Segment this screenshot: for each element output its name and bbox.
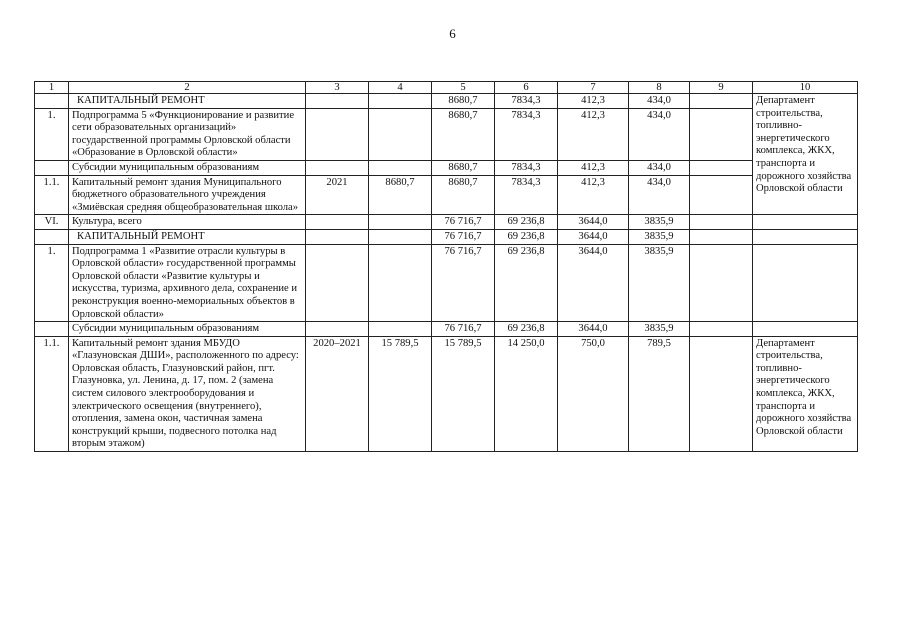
cell-col5: 8680,7 bbox=[432, 175, 495, 215]
cell-col7: 3644,0 bbox=[558, 215, 629, 230]
table-row bbox=[35, 94, 858, 109]
cell-col6: 7834,3 bbox=[495, 108, 558, 160]
row-name: КАПИТАЛЬНЫЙ РЕМОНТ bbox=[69, 229, 306, 244]
row-name: Субсидии муниципальным образованиям bbox=[69, 322, 306, 337]
row-number: 1.1. bbox=[35, 336, 69, 451]
cell-col10 bbox=[753, 229, 858, 244]
cell-col9 bbox=[690, 322, 753, 337]
cell-col8: 434,0 bbox=[629, 160, 690, 175]
cell-col6: 7834,3 bbox=[495, 160, 558, 175]
row-name: Подпрограмма 1 «Развитие отрасли культуры в Орловской области» государственной программы Орловской области «Развитие культуры и искусства, туризма, архивного дела, сохранение и реконструкция военно-мемориальных объектов в Орловской области» bbox=[69, 244, 306, 322]
responsible-department: Департамент строительства, топливно-энергетического комплекса, ЖКХ, транспорта и дорожного хозяйства Орловской области bbox=[753, 94, 858, 215]
cell-col7: 412,3 bbox=[558, 175, 629, 215]
budget-table bbox=[34, 81, 858, 452]
cell-col10 bbox=[753, 215, 858, 230]
cell-col10 bbox=[753, 244, 858, 322]
row-name: Капитальный ремонт здания МБУДО «Глазуновская ДШИ», расположенного по адресу: Орловская область, Глазуновский район, пгт. Глазуновка, ул. Ленина, д. 17, пом. 2 (замена систем силового электрооборудования и электрического освещения (внутреннего), отопления, замена окон, частичная замена конструкций крыши, подвесного потолка над вторым этажом) bbox=[69, 336, 306, 451]
row-number: 1.1. bbox=[35, 175, 69, 215]
table-row bbox=[35, 215, 858, 230]
row-name: Субсидии муниципальным образованиям bbox=[69, 160, 306, 175]
header-row bbox=[35, 82, 858, 94]
header-cell: 10 bbox=[753, 82, 858, 94]
cell-col5: 76 716,7 bbox=[432, 322, 495, 337]
cell-col5: 8680,7 bbox=[432, 160, 495, 175]
cell-col7: 3644,0 bbox=[558, 229, 629, 244]
header-cell: 8 bbox=[629, 82, 690, 94]
header-cell: 7 bbox=[558, 82, 629, 94]
cell-col8: 3835,9 bbox=[629, 215, 690, 230]
header-cell: 2 bbox=[69, 82, 306, 94]
cell-col4 bbox=[369, 160, 432, 175]
table-row bbox=[35, 160, 858, 175]
table-row bbox=[35, 108, 858, 160]
row-number bbox=[35, 229, 69, 244]
cell-col3: 2021 bbox=[306, 175, 369, 215]
cell-col6: 14 250,0 bbox=[495, 336, 558, 451]
cell-col4 bbox=[369, 108, 432, 160]
cell-col3 bbox=[306, 215, 369, 230]
header-cell: 6 bbox=[495, 82, 558, 94]
cell-col9 bbox=[690, 175, 753, 215]
cell-col9 bbox=[690, 160, 753, 175]
header-cell: 9 bbox=[690, 82, 753, 94]
header-cell: 3 bbox=[306, 82, 369, 94]
cell-col8: 434,0 bbox=[629, 94, 690, 109]
row-name: КАПИТАЛЬНЫЙ РЕМОНТ bbox=[69, 94, 306, 109]
table-row bbox=[35, 336, 858, 451]
cell-col5: 76 716,7 bbox=[432, 215, 495, 230]
cell-col3: 2020–2021 bbox=[306, 336, 369, 451]
cell-col6: 7834,3 bbox=[495, 175, 558, 215]
cell-col7: 750,0 bbox=[558, 336, 629, 451]
cell-col8: 3835,9 bbox=[629, 229, 690, 244]
row-number bbox=[35, 322, 69, 337]
cell-col3 bbox=[306, 322, 369, 337]
cell-col8: 434,0 bbox=[629, 108, 690, 160]
cell-col3 bbox=[306, 160, 369, 175]
cell-col3 bbox=[306, 94, 369, 109]
cell-col8: 3835,9 bbox=[629, 244, 690, 322]
cell-col3 bbox=[306, 108, 369, 160]
row-name: Подпрограмма 5 «Функционирование и развитие сети образовательных организаций» государственной программы Орловской области «Образование в Орловской области» bbox=[69, 108, 306, 160]
table-row bbox=[35, 175, 858, 215]
cell-col8: 434,0 bbox=[629, 175, 690, 215]
table-row bbox=[35, 244, 858, 322]
cell-col6: 69 236,8 bbox=[495, 244, 558, 322]
row-number bbox=[35, 160, 69, 175]
cell-col7: 412,3 bbox=[558, 94, 629, 109]
cell-col8: 789,5 bbox=[629, 336, 690, 451]
cell-col4 bbox=[369, 229, 432, 244]
cell-col6: 7834,3 bbox=[495, 94, 558, 109]
cell-col5: 8680,7 bbox=[432, 108, 495, 160]
cell-col5: 76 716,7 bbox=[432, 244, 495, 322]
header-cell: 4 bbox=[369, 82, 432, 94]
cell-col3 bbox=[306, 244, 369, 322]
row-name: Капитальный ремонт здания Муниципального бюджетного образовательного учреждения «Змиёвская средняя общеобразовательная школа» bbox=[69, 175, 306, 215]
page-number: 6 bbox=[449, 26, 456, 41]
cell-col4 bbox=[369, 215, 432, 230]
cell-col5: 8680,7 bbox=[432, 94, 495, 109]
header-cell: 5 bbox=[432, 82, 495, 94]
cell-col4: 8680,7 bbox=[369, 175, 432, 215]
row-name: Культура, всего bbox=[69, 215, 306, 230]
cell-col9 bbox=[690, 215, 753, 230]
cell-col4 bbox=[369, 94, 432, 109]
row-number bbox=[35, 94, 69, 109]
cell-col7: 3644,0 bbox=[558, 322, 629, 337]
cell-col5: 15 789,5 bbox=[432, 336, 495, 451]
cell-col9 bbox=[690, 94, 753, 109]
cell-col10: Департамент строительства, топливно-энергетического комплекса, ЖКХ, транспорта и дорожного хозяйства Орловской области bbox=[753, 336, 858, 451]
row-number: 1. bbox=[35, 108, 69, 160]
cell-col9 bbox=[690, 244, 753, 322]
header-cell: 1 bbox=[35, 82, 69, 94]
cell-col6: 69 236,8 bbox=[495, 229, 558, 244]
cell-col7: 412,3 bbox=[558, 108, 629, 160]
cell-col5: 76 716,7 bbox=[432, 229, 495, 244]
cell-col10 bbox=[753, 322, 858, 337]
cell-col6: 69 236,8 bbox=[495, 215, 558, 230]
cell-col8: 3835,9 bbox=[629, 322, 690, 337]
cell-col3 bbox=[306, 229, 369, 244]
cell-col6: 69 236,8 bbox=[495, 322, 558, 337]
cell-col7: 412,3 bbox=[558, 160, 629, 175]
cell-col4 bbox=[369, 322, 432, 337]
cell-col4: 15 789,5 bbox=[369, 336, 432, 451]
row-number: VI. bbox=[35, 215, 69, 230]
row-number: 1. bbox=[35, 244, 69, 322]
cell-col9 bbox=[690, 336, 753, 451]
cell-col9 bbox=[690, 229, 753, 244]
cell-col7: 3644,0 bbox=[558, 244, 629, 322]
table-row bbox=[35, 322, 858, 337]
cell-col9 bbox=[690, 108, 753, 160]
cell-col4 bbox=[369, 244, 432, 322]
table-row bbox=[35, 229, 858, 244]
